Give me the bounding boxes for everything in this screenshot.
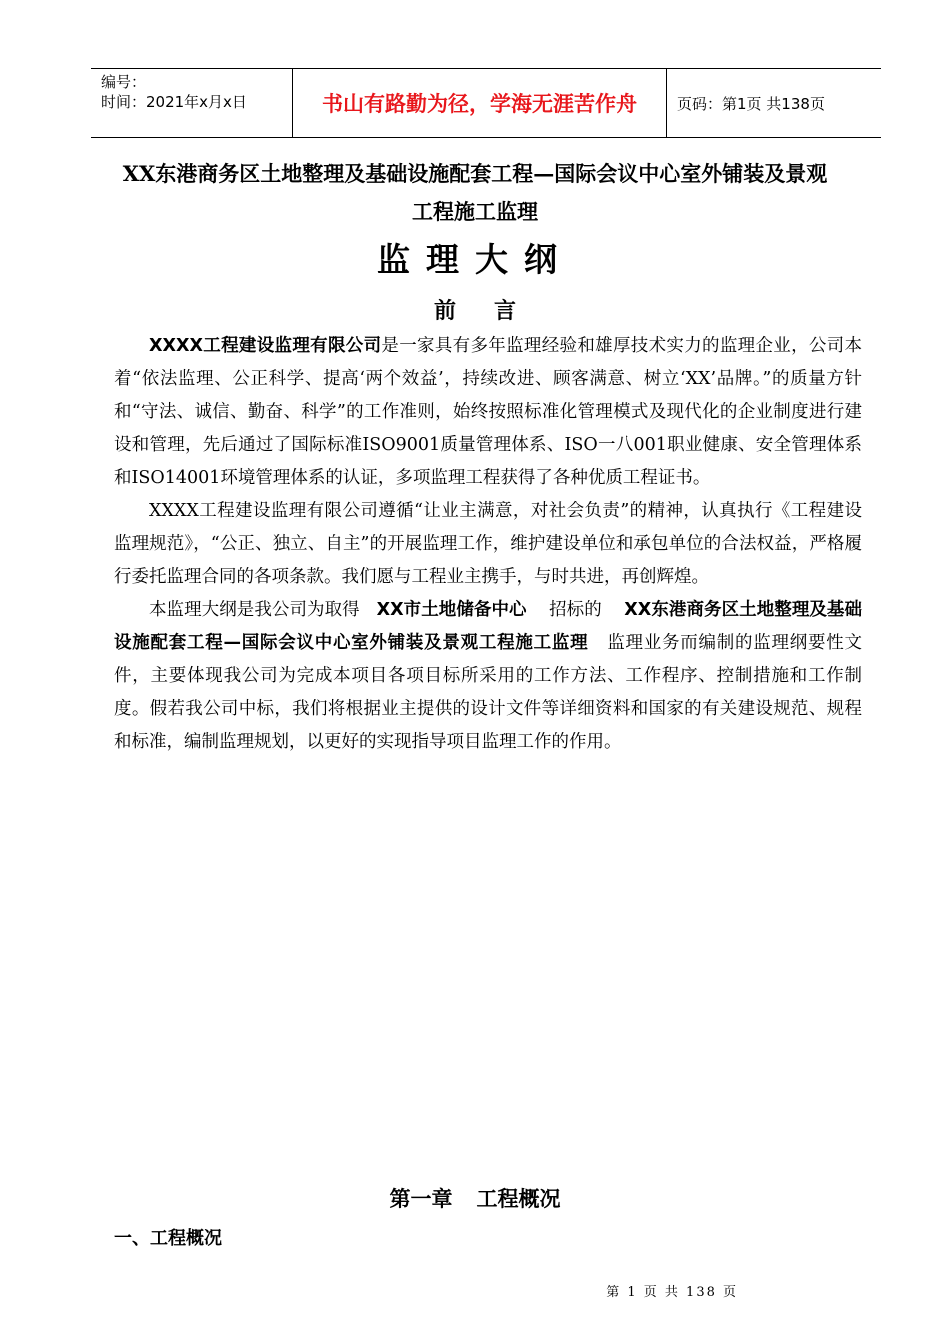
client-name: XX市土地储备中心 [376,600,527,620]
main-title: 监理大纲 [377,240,573,279]
section-heading: 一、工程概况 [114,1228,222,1249]
chapter-number: 第一章 [389,1186,453,1211]
preface-heading: 前言 [433,298,554,324]
paragraph-1-text: 是一家具有多年监理经验和雄厚技术实力的监理企业，公司本着“依法监理、公正科学、提高‘两个效益’，持续改进、顾客满意、树立‘XX’品牌。”的质量方针和“守法、诚信、勤奋、科学”的工作准则，始终按照标准化管理模式及现代化的企业制度进行建设和管理，先后通过了国际标准ISO9001质量管理体系、ISO一八001职业健康、安全管理体系和ISO14001环境管理体系的认证，多项监理工程获得了各种优质工程证书。 [114,336,862,488]
chapter-heading [0,1183,950,1213]
paragraph-3-part-1: 本监理大纲是我公司为取得 [149,600,360,620]
header-table [91,68,881,138]
document-title-line-1: XX东港商务区土地整理及基础设施配套工程—国际会议中心室外铺装及景观 [122,161,828,186]
header-meta [91,69,293,137]
paragraph-3-part-2: 招标的 [549,600,602,620]
project-name: XX东港商务区土地整理及基础设施配套工程—国际会议中心室外铺装及景观工程施工监理 [114,600,862,653]
company-name: XXXX工程建设监理有限公司 [149,336,382,356]
time-label: 时间：2021年x月x日 [101,93,247,111]
body-text [114,330,862,759]
chapter-name: 工程概况 [476,1186,561,1211]
paragraph-3 [114,594,862,759]
document-title-line-2: 工程施工监理 [412,199,538,224]
page-footer: 第 1 页 共 138 页 [606,1285,738,1300]
paragraph-2: XXXX工程建设监理有限公司遵循“让业主满意，对社会负责”的精神，认真执行《工程建设监理规范》，“公正、独立、自主”的开展监理工作，维护建设单位和承包单位的合法权益，严格履行委托监理合同的各项条款。我们愿与工程业主携手，与时共进，再创辉煌。 [114,501,862,587]
paragraph-1 [114,330,862,495]
header-page-info: 页码：第1页 共138页 [677,94,825,113]
number-label: 编号： [101,73,147,91]
paragraph-3-part-3: 监理业务而编制的监理纲要性文件，主要体现我公司为完成本项目各项目标所采用的工作方法、工作程序、控制措施和工作制度。假若我公司中标，我们将根据业主提供的设计文件等详细资料和国家的有关建设规范、规程和标准，编制监理规划，以更好的实现指导项目监理工作的作用。 [114,633,862,752]
header-motto: 书山有路勤为径，学海无涯苦作舟 [293,69,667,137]
